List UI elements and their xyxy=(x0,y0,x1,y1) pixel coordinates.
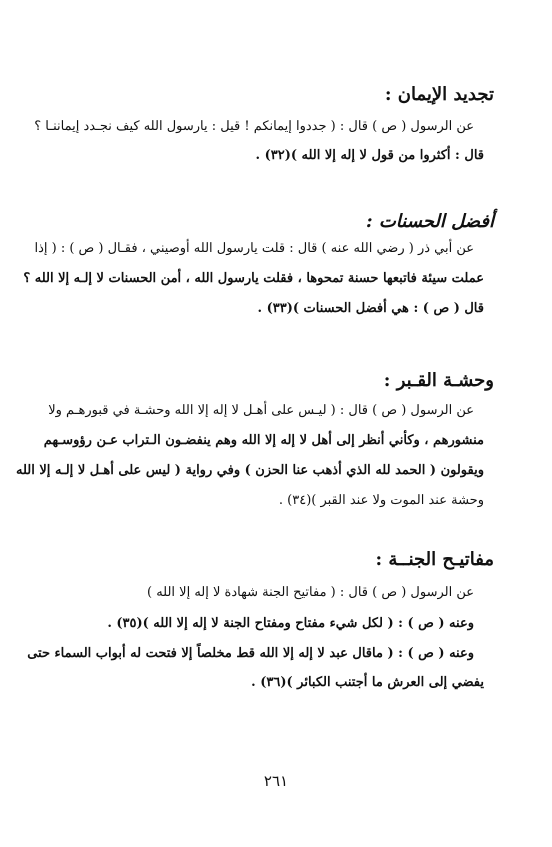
paragraph-line: عملت سيئة فاتبعها حسنة تمحوها ، فقلت يارسول الله ، أمن الحسنات لا إلـه إلا الله ؟ xyxy=(23,271,484,286)
paragraph-line: وحشة عند الموت ولا عند القبر )(٣٤) . xyxy=(278,493,484,508)
heading-keys-of-paradise: مفاتيـح الجنــة : xyxy=(375,549,494,570)
paragraph-line: قال ( ص ) : هي أفضل الحسنات )(٣٣) . xyxy=(257,301,484,316)
paragraph-line: وعنه ( ص ) : ( لكل شيء مفتاح ومفتاح الجنة لا إله إلا الله )(٣٥) . xyxy=(107,616,474,631)
paragraph-line: قال : أكثروا من قول لا إله إلا الله )(٣٢) . xyxy=(255,148,484,163)
paragraph-line: منشورهم ، وكأني أنظر إلى أهل لا إله إلا الله وهم ينفضـون الـتراب عـن رؤوسـهم xyxy=(43,433,484,448)
paragraph-line: عن الرسول ( ص ) قال : ( مفاتيح الجنة شهادة لا إله إلا الله ) xyxy=(146,585,474,600)
heading-best-good-deeds: أفضل الحسنات : xyxy=(365,211,494,232)
page-number: ٢٦١ xyxy=(263,772,289,790)
paragraph-line: عن الرسول ( ص ) قال : ( ليـس على أهـل لا إله إلا الله وحشـة في قبورهـم ولا xyxy=(48,403,474,418)
paragraph-line: يفضي إلى العرش ما أجتنب الكبائر )(٣٦) . xyxy=(251,675,484,690)
paragraph-line: ويقولون ( الحمد لله الذي أذهب عنا الحزن ) وفي رواية ( ليس على أهـل لا إلـه إلا الله xyxy=(16,463,484,478)
heading-renewing-faith: تجديد الإيمان : xyxy=(384,84,494,105)
heading-grave-loneliness: وحشـة القـبر : xyxy=(383,370,494,391)
paragraph-line: عن الرسول ( ص ) قال : ( جددوا إيمانكم ! قيل : يارسول الله كيف نجـدد إيماننـا ؟ xyxy=(34,119,474,134)
paragraph-line: عن أبي ذر ( رضي الله عنه ) قال : قلت يارسول الله أوصيني ، فقـال ( ص ) : ( إذا xyxy=(34,241,474,256)
paragraph-line: وعنه ( ص ) : ( ماقال عبد لا إله إلا الله قط مخلصاً إلا فتحت له أبواب السماء حتى xyxy=(27,646,474,661)
